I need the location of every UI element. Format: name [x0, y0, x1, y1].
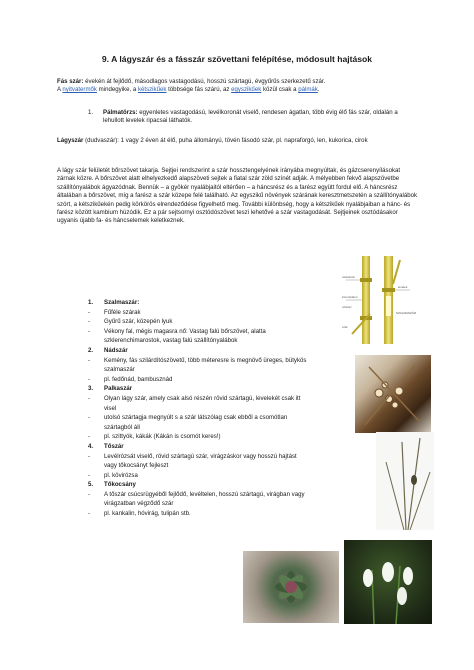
houseleek-photo — [243, 551, 339, 623]
body-paragraph: A lágy szár felületét bőrszövet takarja. Sejtjei rendszerint a szár hossztengelyének irányába megnyúltak, és gázcserenyílásokat zárnak közre. A bőrszövet alatt elhelyezkedő alapszöveti sejtek a fiatal szár zöld színét adják. A mélyebben fekvő alapszövetbe szállítónyalábok ágyazódnak. Bennük – a gyökér nyalábjaitól eltérően – a háncsrész és a farész együtt fordul elő. A háncsrész általában a bőrszövet, míg a farész a szár közepe felé található. Az egyszikű növények szárának keresztmetszetén a szállítónyalábok szórt, a kétszikűekén pedig körkörös elrendeződése figyelhető meg. További különbség, hogy a kétszikűek nyalábjaiban a hánc- és farész között kambium húzódik. Ez a pár sejtsornyi osztódószövet teszi lehetővé a szár vastagodását. Sejtjeinek osztódásakor ugyanis újabb fa- és háncselemek keletkeznek. — [57, 167, 418, 225]
page-title: 9. A lágyszár és a fásszár szövettani felépítése, módosult hajtások — [101, 54, 373, 64]
palm-lead: Pálmatörzs: — [103, 109, 138, 116]
list-item — [88, 327, 308, 346]
reed-tube-1 — [375, 389, 383, 397]
node-3 — [382, 288, 395, 292]
list-item — [88, 471, 308, 481]
list-section-title: Tőszár — [104, 442, 124, 450]
rush-plant-photo — [376, 432, 434, 530]
snowdrop-flower-1 — [363, 569, 373, 587]
snowdrop-photo — [344, 540, 432, 624]
link-ketszikuek[interactable]: kétszikűek — [137, 86, 167, 94]
list-section-number: 3. — [88, 385, 94, 393]
list-section-number: 4. — [88, 442, 94, 450]
list-item — [88, 308, 308, 318]
list-item-text: Kemény, fás szilárdítószövetű, több méteresre is megnövő üreges, bütykös szalmaszár — [104, 356, 307, 374]
list-item — [88, 490, 308, 509]
list-section-heading — [88, 384, 308, 394]
list-section-number: 2. — [88, 346, 94, 354]
bullet-dash: - — [88, 375, 91, 383]
intro-text-2a: A — [57, 86, 63, 94]
bullet-dash: - — [88, 452, 91, 460]
intro-text-2d: közül csak a — [261, 86, 299, 94]
link-nyitvatermok[interactable]: nyitvatermők — [62, 86, 97, 94]
node-1 — [360, 278, 372, 282]
reed-tube-5 — [392, 402, 398, 408]
list-item — [88, 509, 308, 519]
intro-lead: Fás szár: — [57, 78, 84, 85]
houseleek-svg — [243, 551, 339, 623]
soft-stem-text: (dudvaszár): 1 vagy 2 éven át élő, puha állományú, tövén fásodó szár, pl. napraforgó, len, kukorica, cirok — [83, 137, 368, 144]
list-item-text: Fűféle szárak — [104, 308, 141, 316]
list-section-number: 1. — [88, 299, 94, 306]
palm-text: egyenletes vastagodású, levélkoronát viselő, rendesen ágatlan, több évig élő fás szár, oldalán a lehullott levelek ripacsai láthatók. — [103, 109, 398, 125]
list-item-text: utolsó szártagja megnyúlt s a szár látszólag csak ebből a csomótlan szártagból áll — [104, 414, 288, 431]
modified-stems-list — [88, 298, 308, 519]
snowdrop-svg — [344, 540, 432, 624]
straw-stem-diagram — [340, 254, 420, 346]
stem-left — [362, 256, 370, 344]
intro-text-2b: mindegyike, a — [96, 86, 138, 94]
link-egyszikuek[interactable]: egyszikűek — [231, 86, 262, 94]
list-item — [88, 452, 308, 471]
rosette — [275, 571, 307, 603]
label-noduszok: nóduszok — [342, 275, 355, 279]
list-section-title: Szalmaszár: — [104, 299, 140, 306]
reed-bundle-photo — [355, 355, 431, 433]
list-item-text: pl. kankalin, hóvirág, tulipán stb. — [104, 510, 191, 518]
soft-stem-lead: Lágyszár — [57, 137, 84, 144]
list-section-title: Palkaszár — [104, 385, 133, 393]
bullet-dash: - — [88, 510, 91, 518]
list-item-text: Olyan lágy szár, amely csak alsó részén rövid szártagú, levelekét csak itt visel — [104, 394, 301, 412]
bullet-dash: - — [88, 414, 91, 422]
list-item-text: Gyűrű szár, közepén lyuk — [104, 318, 173, 326]
rush-seedhead — [411, 475, 417, 485]
list-section-heading — [88, 442, 308, 452]
palm-number: 1. — [88, 109, 94, 116]
label-nodusz: nódusz — [342, 305, 352, 309]
intro-paragraph — [57, 78, 422, 95]
rush-plant-svg — [376, 432, 434, 530]
reed-stalk-1 — [365, 365, 415, 425]
bullet-dash: - — [88, 490, 91, 498]
list-item — [88, 317, 308, 327]
list-item — [88, 375, 308, 385]
intro-text-1: évekén át fejlődő, másodlagos vastagodású, hosszú szártagú, évgyűrűs szerkezetű szár. — [83, 78, 326, 85]
intro-text-2e: . — [317, 86, 320, 94]
straw-stem-svg — [340, 254, 420, 346]
list-section-number: 5. — [88, 481, 94, 489]
list-item-text: A tőszár csúcsrügyéből fejlődő, levéltelen, hosszú szártagú, virágban vagy virágzatban végződő szár — [104, 490, 305, 508]
list-item-text: pl. fedőnád, bambusznád — [104, 375, 173, 383]
list-item-text: pl. kövirózsa — [104, 471, 138, 479]
bullet-dash: - — [88, 356, 91, 364]
snowdrop-flower-2 — [382, 562, 394, 582]
snowdrop-flower-3 — [403, 567, 413, 585]
list-item — [88, 413, 308, 432]
soft-stem-paragraph — [57, 137, 422, 145]
leaf-right — [393, 260, 400, 284]
rush-stem-1 — [402, 442, 406, 530]
list-item-text: pl. szittyók, kákák (Kákán is csomót keres!) — [104, 433, 221, 441]
list-section-title: Nádszár — [104, 346, 128, 354]
intro-text-2c: többsége fás szárú, az — [166, 86, 232, 94]
list-section-heading — [88, 480, 308, 490]
hollow-section — [386, 296, 391, 316]
bullet-dash: - — [88, 308, 91, 316]
bullet-dash: - — [88, 433, 91, 441]
reed-bundle-svg — [355, 355, 431, 433]
list-item — [88, 356, 308, 375]
bullet-dash: - — [88, 327, 91, 335]
link-palmak[interactable]: pálmák — [298, 86, 318, 94]
bullet-dash: - — [88, 394, 91, 402]
label-internodium: internódium — [342, 295, 358, 299]
list-item-text: Vékony fal, mégis magasra nő: Vastag falú bőrszövet, alatta szklerenchimarostok, vastag falú szállítónyalábok — [104, 327, 266, 345]
list-section-heading — [88, 346, 308, 356]
bullet-dash: - — [88, 471, 91, 479]
list-item-text: Levélrózsát viselő, rövid szártagú szár, virágzáskor vagy hosszú hajtást vagy tőkocsányt fejleszt — [104, 452, 297, 470]
list-section-heading — [88, 298, 308, 308]
list-item — [88, 432, 308, 442]
bullet-dash: - — [88, 318, 91, 326]
list-item — [88, 394, 308, 413]
label-szar: szár — [342, 325, 348, 329]
rush-stem-3 — [386, 462, 404, 530]
palm-paragraph — [103, 109, 413, 126]
label-levelek: levelek — [398, 285, 408, 289]
list-section-title: Tőkocsány — [104, 481, 136, 489]
label-szalmaszar: SZALMASZÁR — [396, 311, 417, 315]
snowdrop-flower-4 — [397, 587, 407, 605]
